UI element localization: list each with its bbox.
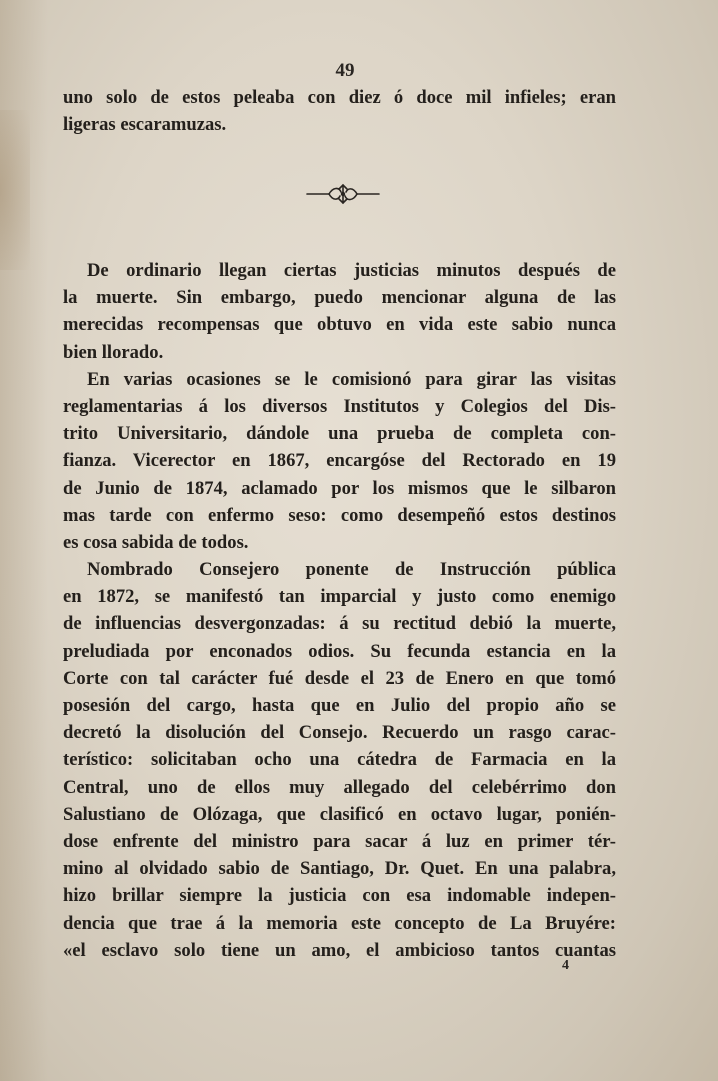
text-line: fianza. Vicerector en 1867, encargóse del Rectorado en 19 bbox=[63, 450, 616, 472]
printer-signature-mark: 4 bbox=[562, 958, 569, 973]
text-line: Nombrado Consejero ponente de Instrucción pública bbox=[87, 559, 616, 581]
text-line: reglamentarias á los diversos Institutos y Colegios del Dis- bbox=[63, 395, 616, 417]
text-line: Central, uno de ellos muy allegado del celebérrimo don bbox=[63, 776, 616, 798]
text-line: preludiada por enconados odios. Su fecunda estancia en la bbox=[63, 640, 616, 662]
text-line: bien llorado. bbox=[63, 341, 164, 363]
text-line: ligeras escaramuzas. bbox=[63, 114, 227, 136]
text-line: uno solo de estos peleaba con diez ó doce mil infieles; eran bbox=[63, 87, 616, 108]
text-line: dose enfrente del ministro para sacar á luz en primer tér- bbox=[63, 830, 616, 852]
text-line: En varias ocasiones se le comisionó para girar las visitas bbox=[87, 368, 616, 390]
text-line: trito Universitario, dándole una prueba de completa con- bbox=[63, 423, 616, 445]
text-line: en 1872, se manifestó tan imparcial y justo como enemigo bbox=[63, 586, 616, 608]
text-line: merecidas recompensas que obtuvo en vida este sabio nunca bbox=[63, 314, 616, 336]
text-block-top bbox=[63, 84, 616, 138]
text-line: es cosa sabida de todos. bbox=[63, 531, 249, 553]
text-line: decretó la disolución del Consejo. Recuerdo un rasgo carac- bbox=[63, 722, 616, 744]
text-line: posesión del cargo, hasta que en Julio del propio año se bbox=[63, 695, 616, 716]
text-block-main bbox=[63, 257, 616, 964]
text-line: De ordinario llegan ciertas justicias minutos después de bbox=[87, 260, 616, 281]
text-line: mas tarde con enfermo seso: como desempeñó estos destinos bbox=[63, 504, 616, 526]
page-number: 49 bbox=[335, 60, 355, 81]
text-line: terístico: solicitaban ocho una cátedra de Farmacia en la bbox=[63, 749, 616, 771]
text-line: «el esclavo solo tiene un amo, el ambicioso tantos cuantas bbox=[63, 939, 616, 961]
text-line: de influencias desvergonzadas: á su rectitud debió la muerte, bbox=[63, 613, 616, 635]
text-line: dencia que trae á la memoria este concepto de La Bruyére: bbox=[63, 912, 616, 934]
page-stain bbox=[0, 110, 30, 270]
text-line: Salustiano de Olózaga, que clasificó en octavo lugar, ponién- bbox=[63, 803, 616, 825]
text-line: hizo brillar siempre la justicia con esa indomable indepen- bbox=[63, 885, 616, 907]
text-line: de Junio de 1874, aclamado por los mismos que le silbaron bbox=[63, 477, 616, 499]
text-line: mino al olvidado sabio de Santiago, Dr. Quet. En una palabra, bbox=[63, 858, 616, 880]
text-line: la muerte. Sin embargo, puedo mencionar alguna de las bbox=[63, 287, 616, 309]
text-line: Corte con tal carácter fué desde el 23 de Enero en que tomó bbox=[63, 667, 616, 689]
fleuron-ornament-icon bbox=[305, 183, 381, 205]
